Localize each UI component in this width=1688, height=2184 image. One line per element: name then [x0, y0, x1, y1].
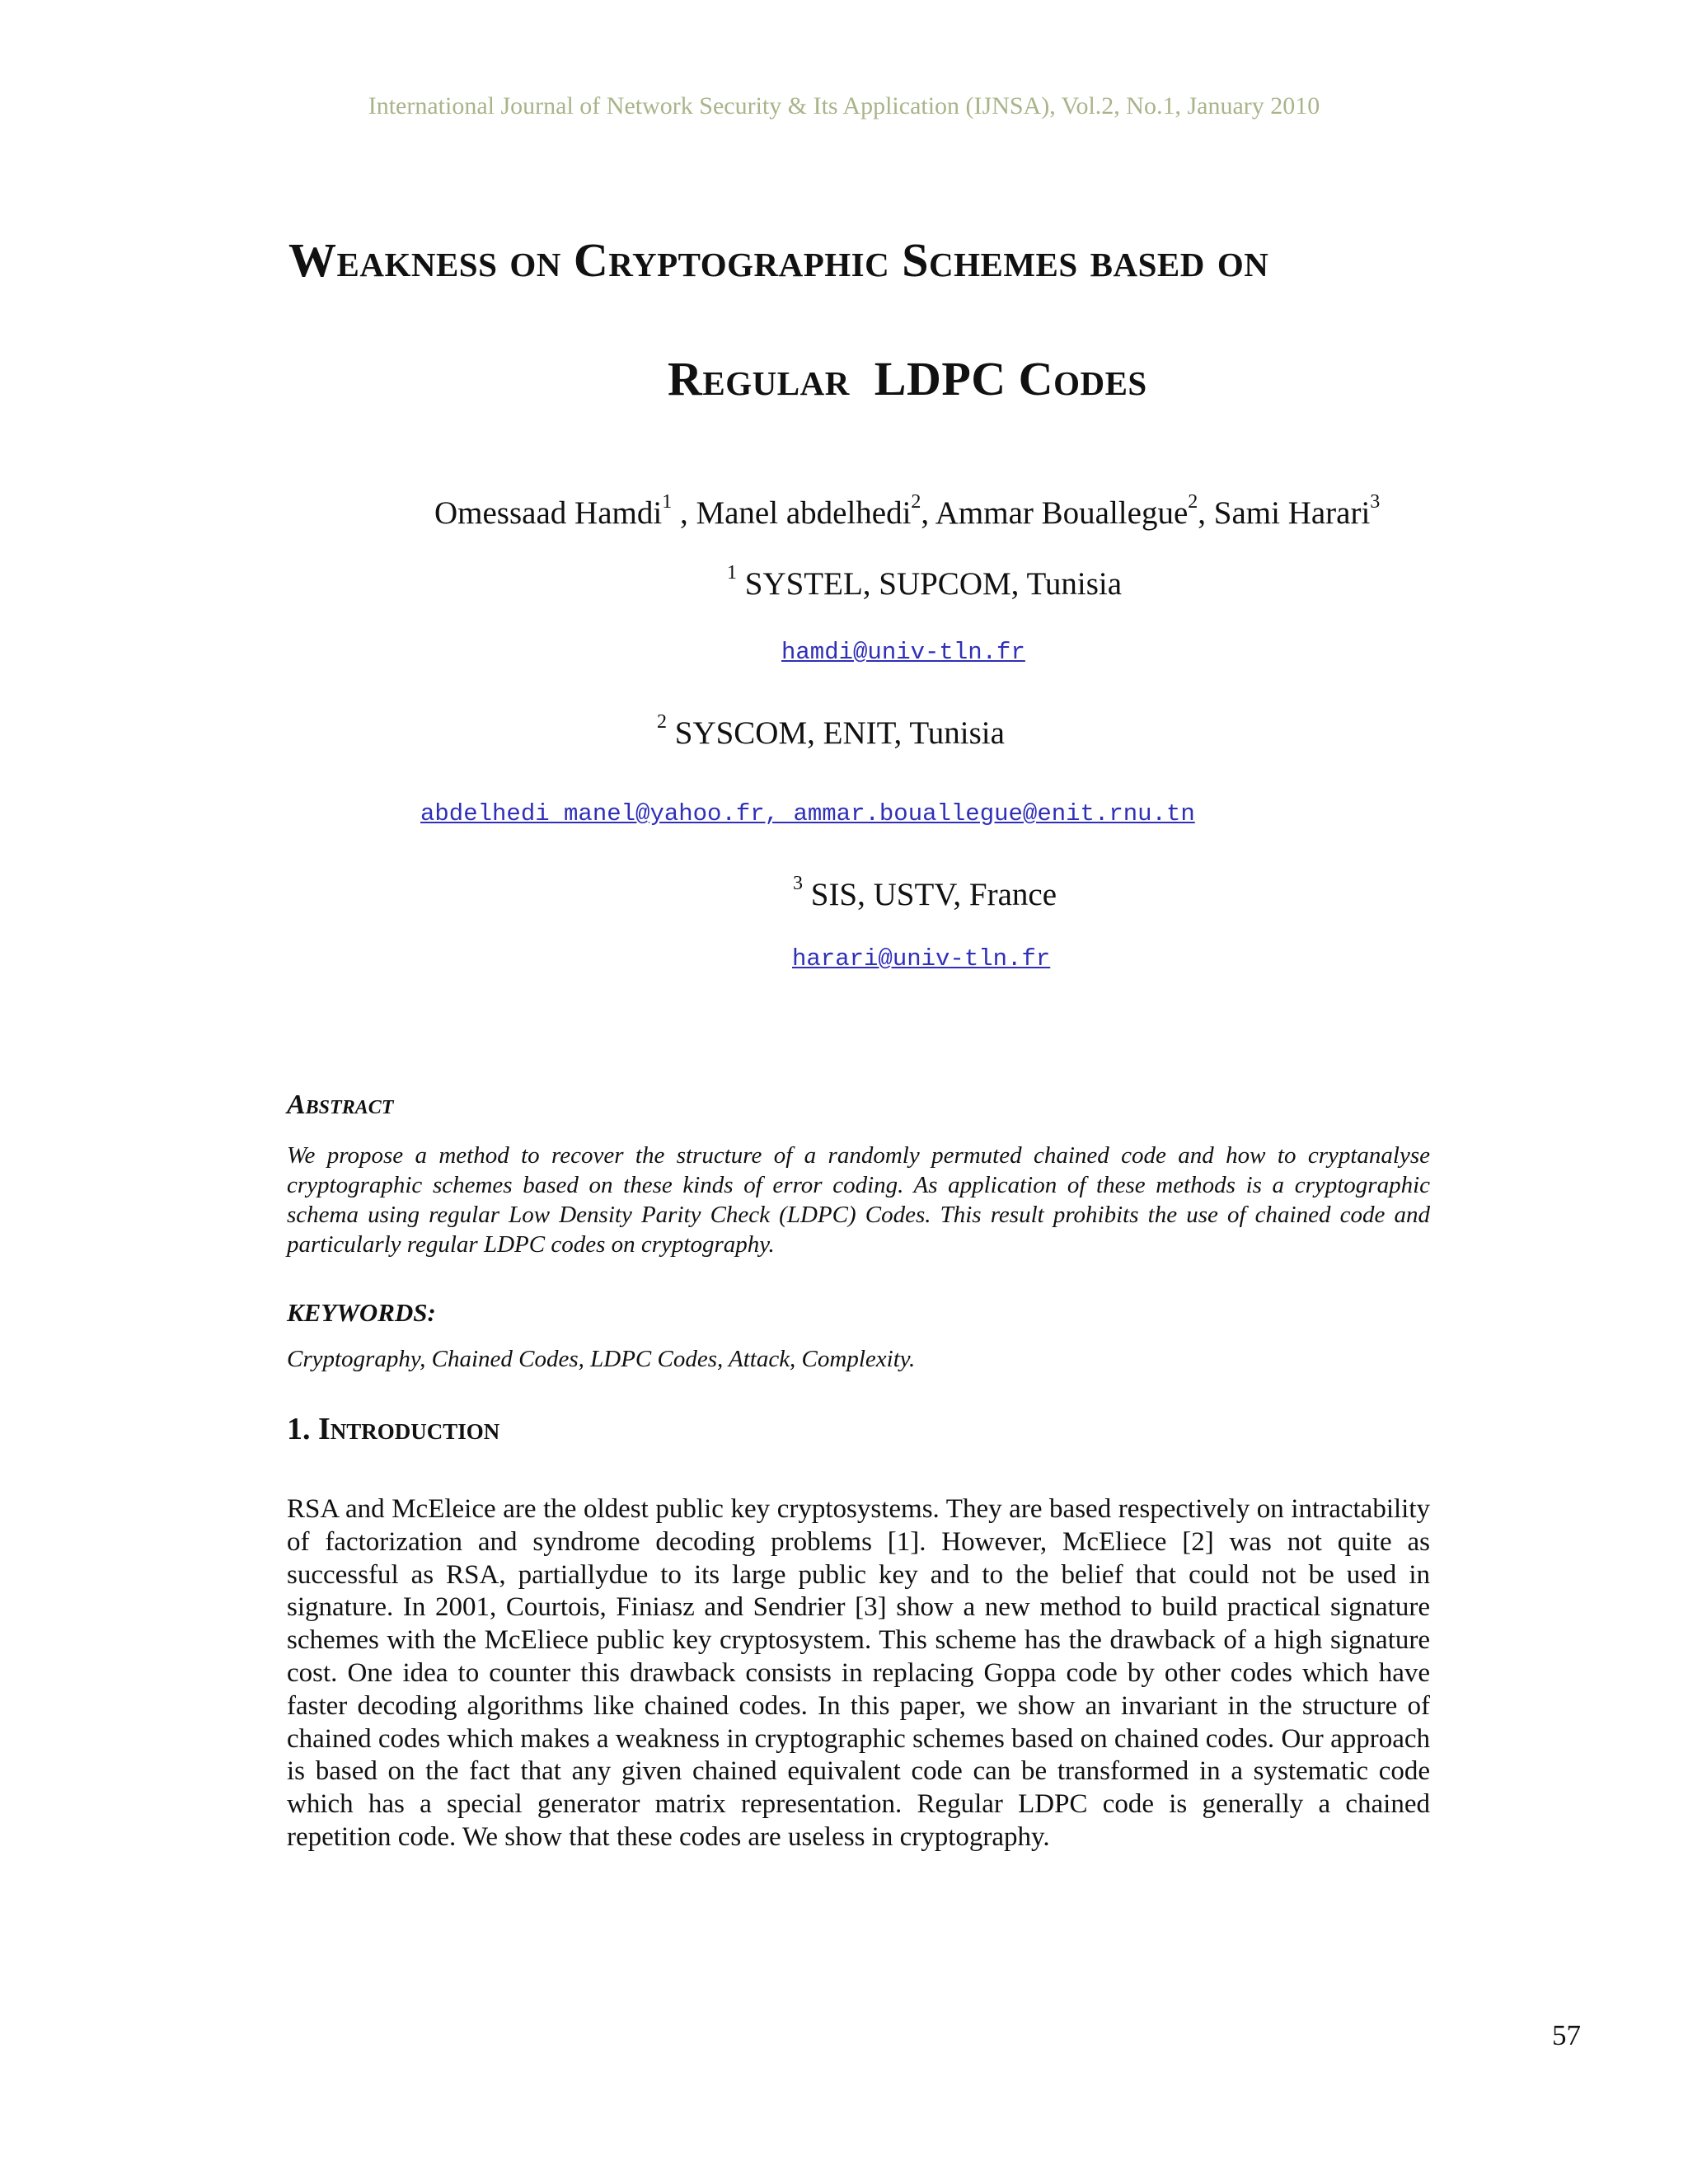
running-header: International Journal of Network Security & Its Application (IJNSA), Vol.2, No.1, January 2010: [368, 92, 1320, 120]
affiliation-name: SYSTEL, SUPCOM, Tunisia: [737, 566, 1123, 602]
author-name: , Sami Harari: [1198, 495, 1371, 531]
affiliation-mark: 1: [727, 562, 737, 583]
page-number: 57: [1552, 2019, 1581, 2051]
affiliation-3: [793, 873, 1057, 913]
paper-title-line-1: Weakness on Cryptographic Schemes based on: [288, 233, 1269, 287]
author-name: , Ammar Bouallegue: [921, 495, 1189, 531]
introduction-text: RSA and McEleice are the oldest public key cryptosystems. They are based respectively on intractability of factorization and syndrome decoding problems [1]. However, McEliece [2] was not quite as successful as RSA, partiallydue to its large public key and to the belief that could not be used in signature. In 2001, Courtois, Finiasz and Sendrier [3] show a new method to build practical signature schemes with the McEliece public key cryptosystem. This scheme has the drawback of a high signature cost. One idea to counter this drawback consists in replacing Goppa code by other codes which have faster decoding algorithms like chained codes. In this paper, we show an invariant in the structure of chained codes which makes a weakness in cryptographic schemes based on chained codes. Our approach is based on the fact that any given chained equivalent code can be transformed in a systematic code which has a special generator matrix representation. Regular LDPC code is generally a chained repetition code. We show that these codes are useless in cryptography.: [287, 1494, 1430, 1852]
introduction-heading: 1. Introduction: [287, 1412, 500, 1446]
author-affiliation-mark: 1: [662, 491, 673, 513]
keywords-text: Cryptography, Chained Codes, LDPC Codes, Attack, Complexity.: [287, 1346, 916, 1372]
affiliation-2: [657, 711, 1005, 752]
paper-title-line-2: Regular LDPC Codes: [668, 352, 1147, 405]
affiliation-mark: 3: [793, 873, 803, 894]
keywords-heading: KEYWORDS:: [287, 1298, 436, 1327]
affiliation-name: SYSCOM, ENIT, Tunisia: [667, 715, 1005, 751]
affiliation-name: SIS, USTV, France: [803, 877, 1057, 912]
author-affiliation-mark: 2: [1188, 491, 1198, 513]
author-name: , Manel abdelhedi: [672, 495, 912, 531]
affiliation-mark: 2: [657, 711, 667, 733]
author-name: Omessaad Hamdi: [434, 495, 663, 531]
author-affiliation-mark: 3: [1370, 491, 1381, 513]
author-list: [434, 491, 1381, 532]
email-link-hamdi[interactable]: hamdi@univ-tln.fr: [781, 639, 1025, 666]
affiliation-1: [727, 562, 1123, 602]
abstract-heading: Abstract: [287, 1090, 394, 1120]
abstract-text: We propose a method to recover the structure of a randomly permuted chained code and how to cryptanalyse cryptographic schemes based on these kinds of error coding. As application of these methods is a cryptographic schema using regular Low Density Parity Check (LDPC) Codes. This result prohibits the use of chained code and particularly regular LDPC codes on cryptography.: [287, 1142, 1430, 1258]
author-affiliation-mark: 2: [911, 491, 921, 513]
email-link-abdelhedi-bouallegue[interactable]: abdelhedi manel@yahoo.fr, ammar.bouallegue@enit.rnu.tn: [420, 800, 1195, 827]
email-link-harari[interactable]: harari@univ-tln.fr: [792, 945, 1051, 972]
